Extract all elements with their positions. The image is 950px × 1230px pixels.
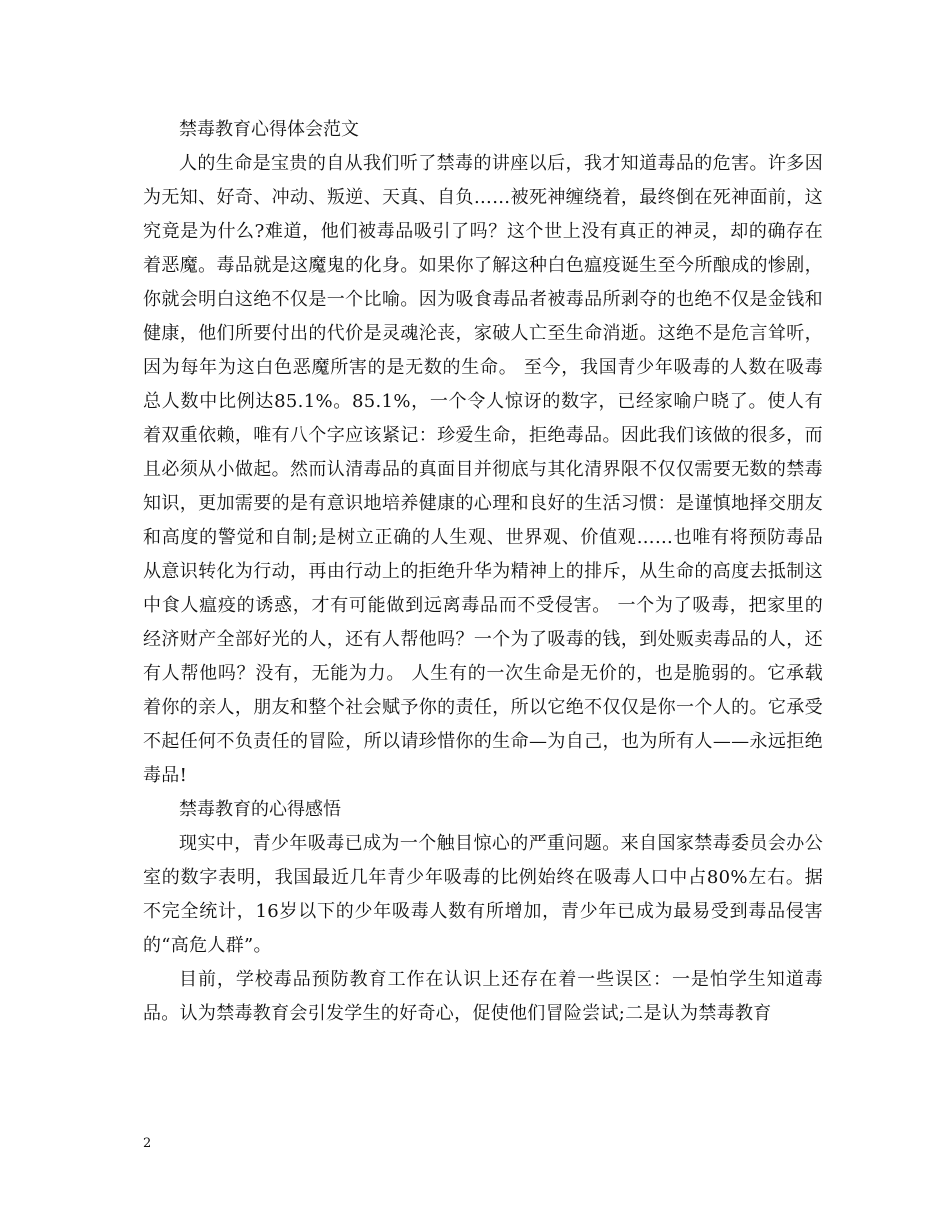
page-number: 2 [143,1136,152,1151]
document-body [143,113,823,1031]
section-title-insights: 禁毒教育的心得感悟 [179,799,341,820]
section-title-experience: 禁毒教育心得体会范文 [179,119,359,140]
paragraph-youth-drug-problem: 现实中，青少年吸毒已成为一个触目惊心的严重问题。来自国家禁毒委员会办公室的数字表明，我国最近几年青少年吸毒的比例始终在吸毒人口中占80%左右。据不完全统计，16岁以下的少年吸毒人数有所增加，青少年已成为最易受到毒品侵害的“高危人群”。 [143,833,823,956]
paragraph-life-precious: 人的生命是宝贵的自从我们听了禁毒的讲座以后，我才知道毒品的危害。许多因为无知、好奇、冲动、叛逆、天真、自负……被死神缠绕着，最终倒在死神面前，这究竟是为什么?难道，他们被毒品吸引了吗？这个世上没有真正的神灵，却的确存在着恶魔。毒品就是这魔鬼的化身。如果你了解这种白色瘟疫诞生至今所酿成的惨剧，你就会明白这绝不仅是一个比喻。因为吸食毒品者被毒品所剥夺的也绝不仅是金钱和健康，他们所要付出的代价是灵魂沦丧，家破人亡至生命消逝。这绝不是危言耸听，因为每年为这白色恶魔所害的是无数的生命。 至今，我国青少年吸毒的人数在吸毒总人数中比例达85.1%。85.1%，一个令人惊讶的数字，已经家喻户晓了。使人有着双重依赖，唯有八个字应该紧记：珍爱生命，拒绝毒品。因此我们该做的很多，而且必须从小做起。然而认清毒品的真面目并彻底与其化清界限不仅仅需要无数的禁毒知识，更加需要的是有意识地培养健康的心理和良好的生活习惯：是谨慎地择交朋友和高度的警觉和自制;是树立正确的人生观、世界观、价值观……也唯有将预防毒品从意识转化为行动，再由行动上的拒绝升华为精神上的排斥，从生命的高度去抵制这中食人瘟疫的诱惑，才有可能做到远离毒品而不受侵害。 一个为了吸毒，把家里的经济财产全部好光的人，还有人帮他吗？一个为了吸毒的钱，到处贩卖毒品的人，还有人帮他吗？没有，无能为力。 人生有的一次生命是无价的，也是脆弱的。它承载着你的亲人，朋友和整个社会赋予你的责任，所以它绝不仅仅是你一个人的。它承受不起任何不负责任的冒险，所以请珍惜你的生命—为自己，也为所有人——永远拒绝毒品! [143,153,823,786]
paragraph-school-misconceptions: 目前，学校毒品预防教育工作在认识上还存在着一些误区：一是怕学生知道毒品。认为禁毒教育会引发学生的好奇心，促使他们冒险尝试;二是认为禁毒教育 [143,969,823,1024]
